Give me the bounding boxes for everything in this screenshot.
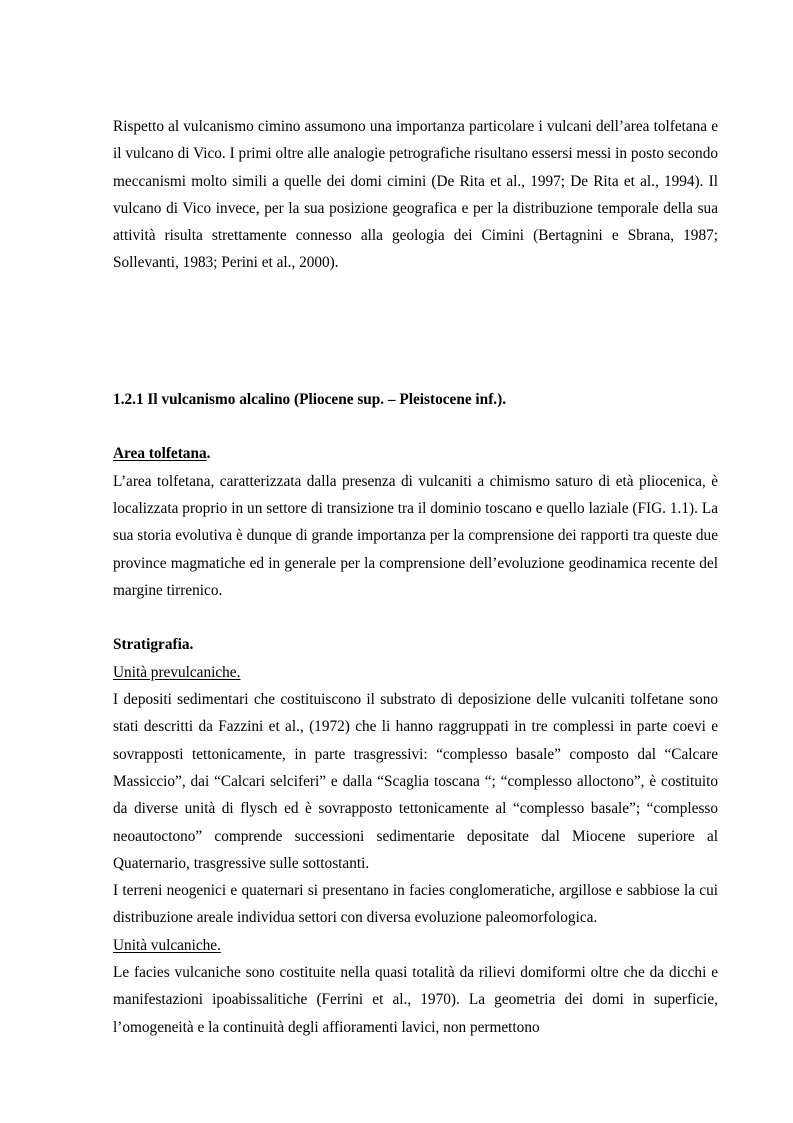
document-page: [113, 113, 718, 1041]
spacer: [113, 277, 718, 386]
prevolcanic-paragraph-1: I depositi sedimentari che costituiscono il substrato di deposizione delle vulcaniti tolfetane sono stati descritti da Fazzini et al., (1972) che li hanno raggruppati in tre complessi in parte coevi e sovrapposti tettonicamente, in parte trasgressivi: “complesso basale” composto dal “Calcare Massiccio”, dai “Calcari selciferi” e dalla “Scaglia toscana “; “complesso alloctono”, è costituito da diverse unità di flysch ed è sovrapposto tettonicamente al “complesso basale”; “complesso neoautoctono” comprende successioni sedimentarie depositate dal Miocene superiore al Quaternario, trasgressive sulle sottostanti.: [113, 691, 718, 872]
intro-paragraph: Rispetto al vulcanismo cimino assumono una importanza particolare i vulcani dell’area tolfetana e il vulcano di Vico. I primi oltre alle analogie petrografiche risultano essersi messi in posto secondo meccanismi molto simili a quelle dei domi cimini (De Rita et al., 1997; De Rita et al., 1994). Il vulcano di Vico invece, per la sua posizione geografica e per la distribuzione temporale della sua attività risulta strettamente connesso alla geologia dei Cimini (Bertagnini e Sbrana, 1987; Sollevanti, 1983; Perini et al., 2000).: [113, 118, 718, 272]
spacer: [113, 413, 718, 440]
area-heading: [113, 440, 718, 467]
prevolcanic-heading: Unità prevulcaniche.: [113, 663, 241, 681]
area-heading-period: .: [206, 445, 211, 463]
volcanic-heading: Unità vulcaniche.: [113, 936, 221, 954]
area-paragraph: L’area tolfetana, caratterizzata dalla presenza di vulcaniti a chimismo saturo di età pliocenica, è localizzata proprio in un settore di transizione tra il dominio toscano e quello laziale (FIG. 1.1). La sua storia evolutiva è dunque di grande importanza per la comprensione dei rapporti tra queste due province magmatiche ed in generale per la comprensione dell’evoluzione geodinamica recente del margine tirrenico.: [113, 472, 718, 599]
spacer: [113, 604, 718, 631]
volcanic-paragraph: Le facies vulcaniche sono costituite nella quasi totalità da rilievi domiformi oltre che da dicchi e manifestazioni ipoabissalitiche (Ferrini et al., 1970). La geometria dei domi in superficie, l’omogeneità e la continuità degli affioramenti lavici, non permettono: [113, 964, 718, 1036]
prevolcanic-paragraph-2: I terreni neogenici e quaternari si presentano in facies conglomeratiche, argillose e sabbiose la cui distribuzione areale individua settori con diversa evoluzione paleomorfologica.: [113, 882, 718, 927]
area-heading-title: Area tolfetana: [113, 445, 207, 463]
stratigraphy-heading: Stratigrafia.: [113, 636, 194, 654]
section-heading: 1.2.1 Il vulcanismo alcalino (Pliocene sup. – Pleistocene inf.).: [113, 390, 507, 408]
